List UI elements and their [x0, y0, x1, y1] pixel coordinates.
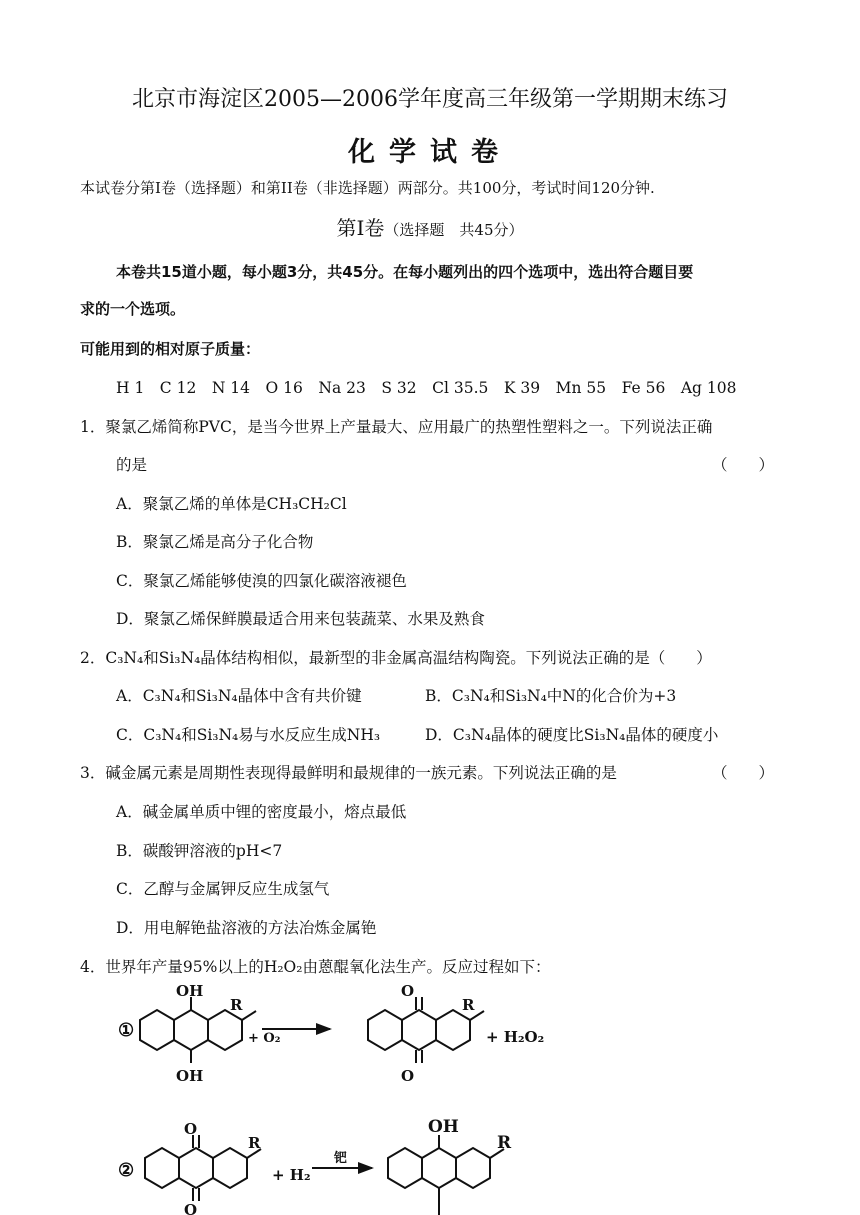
instructions-line1: 本卷共15道小题，每小题3分，共45分。在每小题列出的四个选项中，选出符合题目要: [116, 263, 694, 281]
reaction-2-number: ②: [118, 1160, 135, 1181]
q1-stem-line1: 1．聚氯乙烯简称PVC，是当今世界上产量最大、应用最广的热塑性塑料之一。下列说法正确: [80, 418, 713, 436]
q1-option-c: C．聚氯乙烯能够使溴的四氯化碳溶液褪色: [116, 572, 407, 590]
section-heading: [0, 212, 860, 241]
q2-option-c: C．C₃N₄和Si₃N₄易与水反应生成NH₃: [116, 726, 381, 744]
section-title: 第Ⅰ卷: [336, 216, 385, 240]
r1-oxygen-reagent: + O₂: [248, 1031, 281, 1046]
q1-option-a: A．聚氯乙烯的单体是CH₃CH₂Cl: [116, 495, 347, 513]
r2-product-r-group-label: R: [497, 1133, 512, 1153]
r2-carbonyl-top-label: O: [184, 1120, 198, 1138]
q3-option-a: A．碱金属单质中锂的密度最小，熔点最低: [116, 803, 407, 821]
anthraquinone-reactant-structure: [145, 1135, 261, 1201]
instructions-line2: 求的一个选项。: [80, 300, 186, 318]
q1-option-b: B．聚氯乙烯是高分子化合物: [116, 533, 314, 551]
r2-oh-top-label: OH: [428, 1117, 459, 1137]
anthrahydroquinone-product-structure: [388, 1135, 504, 1215]
r2-hydrogen-reagent: + H₂: [272, 1166, 311, 1184]
paper-subject-title: 化学试卷: [348, 137, 512, 168]
q1-stem-line2: 的是: [116, 456, 148, 474]
atomic-mass-label: 可能用到的相对原子质量：: [80, 340, 261, 358]
q1-answer-paren: （ ）: [712, 456, 775, 474]
r1-oh-top-label: OH: [176, 982, 204, 1000]
r1-carbonyl-top-label: O: [401, 982, 415, 1000]
exam-title: 北京市海淀区2005—2006学年度高三年级第一学期期末练习: [132, 87, 728, 112]
r2-carbonyl-bottom-label: O: [184, 1201, 198, 1215]
section-note: （选择题 共45分）: [384, 221, 524, 239]
q3-option-c: C．乙醇与金属钾反应生成氢气: [116, 880, 330, 898]
q4-stem: 4．世界年产量95%以上的H₂O₂由蒽醌氧化法生产。反应过程如下：: [80, 958, 551, 976]
q2-option-b: B．C₃N₄和Si₃N₄中N的化合价为+3: [425, 687, 677, 705]
r1-r-group-label: R: [230, 996, 243, 1014]
q2-option-a: A．C₃N₄和Si₃N₄晶体中含有共价键: [116, 687, 362, 705]
paper-intro: 本试卷分第I卷（选择题）和第II卷（非选择题）两部分。共100分，考试时间120分钟.: [80, 179, 655, 197]
r2-r-group-label: R: [248, 1134, 261, 1152]
q2-stem: 2．C₃N₄和Si₃N₄晶体结构相似，最新型的非金属高温结构陶瓷。下列说法正确的是（ ）: [80, 649, 712, 667]
atomic-mass-list: H 1 C 12 N 14 O 16 Na 23 S 32 Cl 35.5 K 39 Mn 55 Fe 56 Ag 108: [116, 379, 737, 397]
r1-product-r-group-label: R: [462, 996, 475, 1014]
q3-option-d: D．用电解铯盐溶液的方法冶炼金属铯: [116, 919, 377, 937]
q2-option-d: D．C₃N₄晶体的硬度比Si₃N₄晶体的硬度小: [425, 726, 719, 744]
reaction-1-number: ①: [118, 1020, 135, 1041]
q3-answer-paren: （ ）: [712, 764, 775, 782]
q1-option-d: D．聚氯乙烯保鲜膜最适合用来包装蔬菜、水果及熟食: [116, 610, 485, 628]
q3-option-b: B．碳酸钾溶液的pH<7: [116, 842, 283, 860]
r2-catalyst-label: 钯: [334, 1151, 348, 1166]
r1-oh-bottom-label: OH: [176, 1067, 204, 1085]
r1-hydrogen-peroxide-product: + H₂O₂: [486, 1028, 545, 1046]
q3-stem: 3．碱金属元素是周期性表现得最鲜明和最规律的一族元素。下列说法正确的是: [80, 764, 617, 782]
r1-carbonyl-bottom-label: O: [401, 1067, 415, 1085]
reaction-scheme-figure: [0, 980, 860, 1215]
